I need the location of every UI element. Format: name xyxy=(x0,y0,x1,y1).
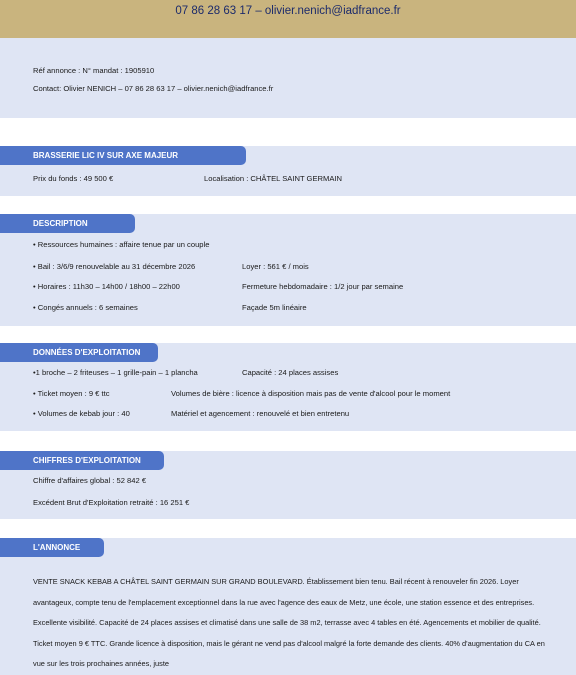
section-title-exploitation: DONNÉES D'EXPLOITATION xyxy=(0,343,158,362)
volumes-kebab: • Volumes de kebab jour : 40 xyxy=(33,409,130,418)
prix-fonds: Prix du fonds : 49 500 € xyxy=(33,174,114,183)
section-title-annonce: L'ANNONCE xyxy=(0,538,104,557)
annonce-text: VENTE SNACK KEBAB A CHÂTEL SAINT GERMAIN SUR GRAND BOULEVARD. Établissement bien tenu. Bail récent à renouveler fin 2026. Loyer avantageux, compte tenu de l'emplacement exceptionnel dans la rue avec l'agence des eaux de Metz, une école, une station essence et des entreprises. Excellente visibilité. Capacité de 24 places assises et climatisé dans une salle de 38 m2, terrasse avec 4 tables en été. Agencements et mobilier de qualité. Ticket moyen 9 € TTC. Grande licence à disposition, mais le gérant ne vend pas d'alcool malgré la forte demande des clients. 40% d'augmentation du CA en vue sur les trois prochaines années, juste xyxy=(33,577,545,668)
volumes-biere: Volumes de bière : licence à disposition mais pas de vente d'alcool pour le moment xyxy=(171,389,451,398)
bail: • Bail : 3/6/9 renouvelable au 31 décembre 2026 xyxy=(33,262,196,271)
section-title-chiffres: CHIFFRES D'EXPLOITATION xyxy=(0,451,164,470)
header-bar xyxy=(0,0,576,38)
ticket-moyen: • Ticket moyen : 9 € ttc xyxy=(33,389,110,398)
ebe: Excédent Brut d'Exploitation retraité : 16 251 € xyxy=(33,498,190,507)
header-contact: 07 86 28 63 17 – olivier.nenich@iadfrance.fr xyxy=(175,5,401,17)
capacite: Capacité : 24 places assises xyxy=(242,368,339,377)
chiffre-affaires: Chiffre d'affaires global : 52 842 € xyxy=(33,476,147,485)
ressources-humaines: • Ressources humaines : affaire tenue par un couple xyxy=(33,240,210,249)
contact-line: Contact: Olivier NENICH – 07 86 28 63 17 – olivier.nenich@iadfrance.fr xyxy=(33,84,274,93)
info-panel xyxy=(0,38,576,118)
conges: • Congés annuels : 6 semaines xyxy=(33,303,138,312)
section-title-brasserie: BRASSERIE LIC IV SUR AXE MAJEUR xyxy=(0,146,246,165)
localisation: Localisation : CHÂTEL SAINT GERMAIN xyxy=(204,174,342,183)
horaires: • Horaires : 11h30 – 14h00 / 18h00 – 22h00 xyxy=(33,282,180,291)
fermeture: Fermeture hebdomadaire : 1/2 jour par semaine xyxy=(242,282,404,291)
ref-annonce: Réf annonce : N° mandat : 1905910 xyxy=(33,66,155,75)
facade: Façade 5m linéaire xyxy=(242,303,307,312)
loyer: Loyer : 561 € / mois xyxy=(242,262,309,271)
section-title-description: DESCRIPTION xyxy=(0,214,135,233)
materiel: Matériel et agencement : renouvelé et bien entretenu xyxy=(171,409,350,418)
equipement: •1 broche – 2 friteuses – 1 grille-pain – 1 plancha xyxy=(33,368,198,377)
